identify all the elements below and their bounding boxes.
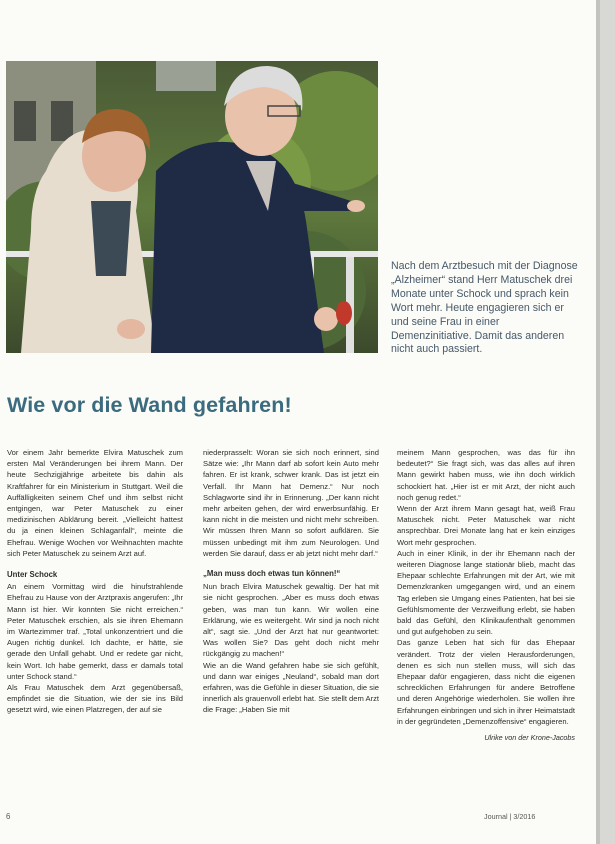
- article-column-2: [203, 447, 379, 716]
- paragraph: Das ganze Leben hat sich für das Ehepaar verändert. Trotz der vielen Herausforderungen, denen es sich nun stellen muss, will sich das Ehepaar dafür engagieren, dass nicht die eigenen schrecklichen Erfahrungen für andere Betroffene und deren Angehörige wiederholen. Sie wollen ihre Erfahrungen einbringen und sich in ihrer Heimatstadt in der gegründeten „Demenzoffensive“ engagieren.: [397, 638, 575, 726]
- article-photo: [6, 61, 378, 353]
- paragraph: Wenn der Arzt ihrem Mann gesagt hat, weiß Frau Matuschek nicht. Peter Matuschek war nicht ansprechbar. Drei Monate lang hat er kein einziges Wort mehr gesprochen.: [397, 504, 575, 547]
- paragraph: Vor einem Jahr bemerkte Elvira Matuschek zum ersten Mal Veränderungen bei ihrem Mann. Der heute Sechzigjährige arbeitete bis dahin als Kraftfahrer für ein Ministerium in Stuttgart. Weil die Auffälligkeiten seinem Chef und ihm selbst nicht entgingen, war Peter Matuschek zu einer medizinischen Abklärung bereit. „Vielleicht hattest du ja einen kleinen Schlaganfall“, meinte die Ehefrau. Wenige Wochen vor Weihnachten machte sich Peter Matuschek zu seinem Arzt auf.: [7, 448, 183, 558]
- article-column-3: [397, 447, 575, 743]
- page-number: 6: [6, 812, 11, 821]
- article-column-1: [7, 447, 183, 716]
- paragraph: meinem Mann gesprochen, was das für ihn bedeutet?“ Sie fragt sich, was das alles auf ihren Mann gewirkt haben muss, wie ihn doch wirklich schockiert hat. „Hier ist er mit Arzt, der nicht auch noch genug redet.“: [397, 448, 575, 502]
- paragraph: Als Frau Matuschek dem Arzt gegenübersaß, empfindet sie die Situation, wie der sie ins Bild gesetzt wird, wie einen Platzregen, der auf sie: [7, 683, 183, 715]
- paragraph: niederprasselt: Woran sie sich noch erinnert, sind Sätze wie: „Ihr Mann darf ab sofort kein Auto mehr fahren. Er ist krank, schwer krank. Das ist jetzt ein Verfall. Ihr Mann hat Demenz.“ Nur noch Schlagworte sind ihr in Erinnerung. „Der kann nicht mehr arbeiten gehen, der wird erwerbsunfähig. Er kann nicht in die meisten und nicht mehr schreiben. Wir müssen Ihren Mann so sofort aufklären. Sie müssen unbedingt mit ihm zum Neurologen. Und werden Sie darauf, dass er ab jetzt nicht mehr darf.“: [203, 448, 379, 558]
- couple-photo-illustration: [6, 61, 378, 353]
- paragraph: Nun brach Elvira Matuschek gewaltig. Der hat mit sie nicht gesprochen. „Aber es muss doch etwas geben, was man tun kann. Wir wollen eine Erklärung, wie es weitergeht. Wir sind ja noch nicht alt“, sagt sie. „Und der Arzt hat nur geantwortet: Was wollen Sie? Das geht doch nicht mehr rückgängig zu machen!“: [203, 582, 379, 659]
- subheading: „Man muss doch etwas tun können!“: [203, 569, 341, 579]
- page-edge: [600, 0, 615, 844]
- issue-label: Journal | 3/2016: [484, 812, 536, 821]
- photo-caption: Nach dem Arztbesuch mit der Diagnose „Alzheimer“ stand Herr Matuschek drei Monate unter Schock und sprach kein Wort mehr. Heute engagieren sich er und seine Frau in einer Demenzinitiative. Damit das anderen nicht auch passiert.: [391, 260, 578, 356]
- article-headline: Wie vor die Wand gefahren!: [7, 393, 292, 417]
- subheading: Unter Schock: [7, 570, 58, 580]
- author-signature: Ulrike von der Krone-Jacobs: [484, 733, 575, 743]
- paragraph: An einem Vormittag wird die hinufstrahlende Ehefrau zu Hause von der Arztpraxis angerufen: „Ihr Mann ist hier. Wir konnten Sie nicht erreichen.“ Peter Matuschek erschien, als sie ihren Ehemann im Wartezimmer traf. „Total unkonzentriert und die Augen richtig dunkel. Ich dachte, er hätte, sie gerade den Unfall gehabt. Und er redete gar nicht, kein Wort. Ich habe gemerkt, dass er damals total unter Schock stand.“: [7, 582, 183, 681]
- paragraph: Wie an die Wand gefahren habe sie sich gefühlt, und dann war einiges „Neuland“, sobald man dort erfahren, was die Gefühle in dieser Situation, die sie innerlich als grauenvoll erlebt hat. Sie stellt dem Arzt die Frage: „Haben Sie mit: [203, 660, 380, 715]
- paragraph: Auch in einer Klinik, in der ihr Ehemann nach der weiteren Diagnose lange stationär blieb, macht das Ehepaar schlechte Erfahrungen mit der Art, wie mit Demenzkranken umgegangen wird, und an einem Tag erleben sie Umgang eines Patienten, hat bei sie Gefühlsmomente der Verzweiflung erlebt, sie haben bald das Gefühl, den Klinikaufenthalt genommen und gut aufgehoben zu sein.: [397, 548, 575, 637]
